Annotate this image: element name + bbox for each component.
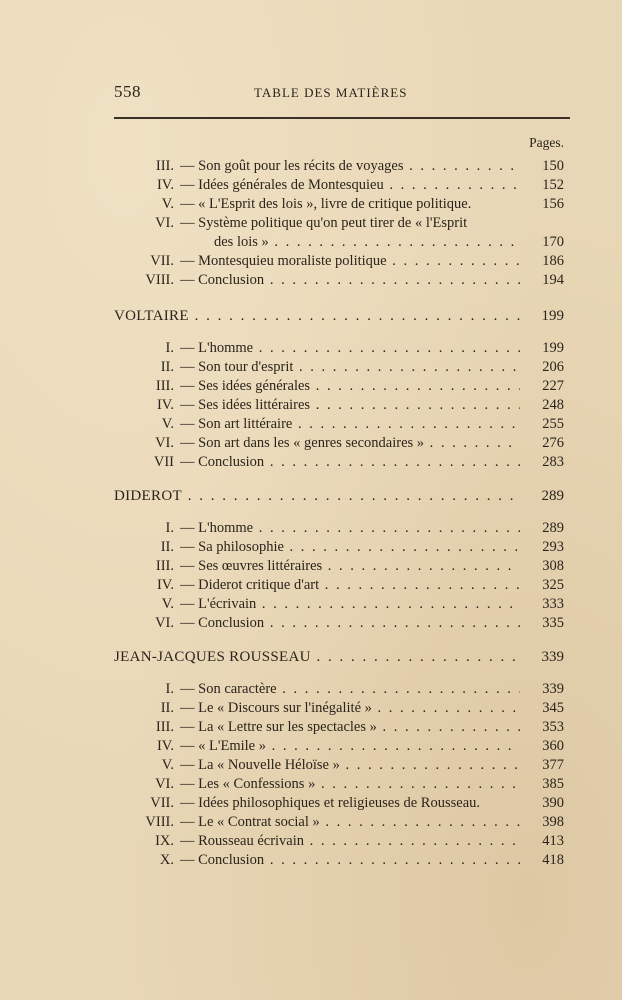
entry-page: 418 bbox=[542, 852, 564, 868]
entry-title: — Sa philosophie . . . bbox=[180, 539, 520, 556]
entry-page: 170 bbox=[542, 234, 564, 250]
entry-number: I. bbox=[165, 520, 174, 536]
toc-entry bbox=[114, 700, 570, 720]
entry-page: 308 bbox=[542, 558, 564, 574]
toc-entry bbox=[114, 272, 570, 292]
entry-title: — Conclusion . . . bbox=[180, 454, 520, 471]
entry-number: IX. bbox=[155, 833, 174, 849]
pages-column-label: Pages. bbox=[529, 135, 564, 150]
entry-number: II. bbox=[160, 359, 174, 375]
toc-entry bbox=[114, 833, 570, 853]
entry-number: III. bbox=[155, 719, 174, 735]
entry-title: — La « Nouvelle Héloïse » . . . bbox=[180, 757, 520, 774]
toc-entry bbox=[114, 615, 570, 635]
page-number: 558 bbox=[114, 82, 141, 101]
toc-entry bbox=[114, 719, 570, 739]
entry-number: II. bbox=[160, 539, 174, 555]
entry-title: — Ses idées littéraires . . . bbox=[180, 397, 520, 414]
entry-title: — Son art littéraire . . . bbox=[180, 416, 520, 433]
entry-page: 385 bbox=[542, 776, 564, 792]
chapter-heading-rousseau bbox=[114, 649, 570, 669]
toc-entry bbox=[114, 795, 570, 815]
toc-entry bbox=[114, 558, 570, 578]
running-title: TABLE DES MATIÈRES bbox=[254, 85, 408, 100]
entry-title: — Son tour d'esprit . . . bbox=[180, 359, 520, 376]
entry-number: III. bbox=[155, 158, 174, 174]
chapter-page: 199 bbox=[541, 308, 564, 324]
entry-page: 156 bbox=[542, 196, 564, 212]
entry-number: V. bbox=[161, 757, 174, 773]
entry-title: — Conclusion . . . bbox=[180, 272, 520, 289]
header-rule bbox=[114, 117, 570, 119]
toc-entry bbox=[114, 596, 570, 616]
entry-title: — « L'Emile » . . . bbox=[180, 738, 520, 755]
chapter-page: 289 bbox=[541, 488, 564, 504]
entry-page: 227 bbox=[542, 378, 564, 394]
entry-number: III. bbox=[155, 558, 174, 574]
toc-entry bbox=[114, 454, 570, 474]
entry-number: X. bbox=[159, 852, 174, 868]
entry-number: I. bbox=[165, 681, 174, 697]
entry-page: 150 bbox=[542, 158, 564, 174]
toc-entry bbox=[114, 340, 570, 360]
entry-number: VIII. bbox=[145, 814, 174, 830]
toc-entry bbox=[114, 852, 570, 872]
entry-page: 152 bbox=[542, 177, 564, 193]
chapter-title: VOLTAIRE . . . bbox=[114, 308, 520, 325]
entry-number: VI. bbox=[155, 435, 174, 451]
entry-title: — Idées philosophiques et religieuses de Rousseau. bbox=[180, 795, 481, 811]
entry-page: 199 bbox=[542, 340, 564, 356]
entry-page: 194 bbox=[542, 272, 564, 288]
toc-entry bbox=[114, 253, 570, 273]
toc-entry bbox=[114, 359, 570, 379]
toc-entry-continuation bbox=[114, 234, 570, 254]
toc-entry bbox=[114, 681, 570, 701]
entry-title: — Ses œuvres littéraires . . . bbox=[180, 558, 520, 575]
entry-page: 325 bbox=[542, 577, 564, 593]
toc-entry bbox=[114, 814, 570, 834]
entry-number: VII. bbox=[150, 253, 174, 269]
entry-number: VII. bbox=[150, 795, 174, 811]
entry-page: 283 bbox=[542, 454, 564, 470]
entry-number: VIII. bbox=[145, 272, 174, 288]
entry-title: — Montesquieu moraliste politique . . . bbox=[180, 253, 520, 270]
chapter-page: 339 bbox=[541, 649, 564, 665]
toc-entry bbox=[114, 416, 570, 436]
toc-entry bbox=[114, 757, 570, 777]
chapter-heading-voltaire bbox=[114, 308, 570, 328]
toc-entry bbox=[114, 776, 570, 796]
entry-page: 335 bbox=[542, 615, 564, 631]
entry-page: 339 bbox=[542, 681, 564, 697]
entry-page: 345 bbox=[542, 700, 564, 716]
entry-title: — Rousseau écrivain . . . bbox=[180, 833, 520, 850]
entry-number: VI. bbox=[155, 776, 174, 792]
entry-page: 413 bbox=[542, 833, 564, 849]
entry-number: II. bbox=[160, 700, 174, 716]
toc-entry bbox=[114, 177, 570, 197]
entry-page: 398 bbox=[542, 814, 564, 830]
entry-number: V. bbox=[161, 196, 174, 212]
entry-page: 248 bbox=[542, 397, 564, 413]
entry-page: 360 bbox=[542, 738, 564, 754]
entry-title: — L'homme . . . bbox=[180, 520, 520, 537]
entry-title: — Le « Contrat social » . . . bbox=[180, 814, 520, 831]
entry-number: IV. bbox=[156, 397, 174, 413]
entry-title: — Conclusion . . . bbox=[180, 852, 520, 869]
entry-title: — Idées générales de Montesquieu . . . bbox=[180, 177, 520, 194]
entry-number: I. bbox=[165, 340, 174, 356]
running-head bbox=[114, 82, 570, 104]
chapter-title: DIDEROT . . . bbox=[114, 488, 520, 505]
chapter-title: JEAN-JACQUES ROUSSEAU . . . bbox=[114, 649, 520, 666]
entry-page: 377 bbox=[542, 757, 564, 773]
toc-entry bbox=[114, 158, 570, 178]
toc-entry bbox=[114, 577, 570, 597]
entry-page: 390 bbox=[542, 795, 564, 811]
entry-title: — L'écrivain . . . bbox=[180, 596, 520, 613]
entry-number: VI. bbox=[155, 615, 174, 631]
entry-title: — La « Lettre sur les spectacles » . . . bbox=[180, 719, 520, 736]
toc-entry bbox=[114, 378, 570, 398]
entry-title: — L'homme . . . bbox=[180, 340, 520, 357]
entry-title: — Le « Discours sur l'inégalité » . . . bbox=[180, 700, 520, 717]
entry-title: — « L'Esprit des lois », livre de critique politique. bbox=[180, 196, 472, 212]
entry-page: 206 bbox=[542, 359, 564, 375]
toc-entry bbox=[114, 738, 570, 758]
entry-number: IV. bbox=[156, 738, 174, 754]
toc-entry bbox=[114, 397, 570, 417]
entry-number: IV. bbox=[156, 577, 174, 593]
entry-number: VI. bbox=[155, 215, 174, 231]
entry-page: 293 bbox=[542, 539, 564, 555]
toc-entry bbox=[114, 520, 570, 540]
entry-title: — Son goût pour les récits de voyages . . . bbox=[180, 158, 520, 175]
entry-title: — Diderot critique d'art . . . bbox=[180, 577, 520, 594]
entry-page: 289 bbox=[542, 520, 564, 536]
entry-number: VII bbox=[153, 454, 174, 470]
toc-entry bbox=[114, 215, 570, 235]
toc-entry bbox=[114, 539, 570, 559]
entry-number: V. bbox=[161, 596, 174, 612]
entry-title: — Conclusion . . . bbox=[180, 615, 520, 632]
entry-number: V. bbox=[161, 416, 174, 432]
entry-title: — Les « Confessions » . . . bbox=[180, 776, 520, 793]
entry-number: IV. bbox=[156, 177, 174, 193]
chapter-heading-diderot bbox=[114, 488, 570, 508]
toc-entry bbox=[114, 435, 570, 455]
entry-page: 353 bbox=[542, 719, 564, 735]
entry-page: 276 bbox=[542, 435, 564, 451]
entry-title-continuation: des lois » . . . bbox=[214, 234, 520, 251]
entry-title: — Son art dans les « genres secondaires » . . . bbox=[180, 435, 520, 452]
toc-entry bbox=[114, 196, 570, 216]
entry-page: 255 bbox=[542, 416, 564, 432]
entry-title: — Ses idées générales . . . bbox=[180, 378, 520, 395]
entry-number: III. bbox=[155, 378, 174, 394]
entry-title: — Système politique qu'on peut tirer de « l'Esprit bbox=[180, 215, 468, 231]
entry-title: — Son caractère . . . bbox=[180, 681, 520, 698]
entry-page: 186 bbox=[542, 253, 564, 269]
entry-page: 333 bbox=[542, 596, 564, 612]
